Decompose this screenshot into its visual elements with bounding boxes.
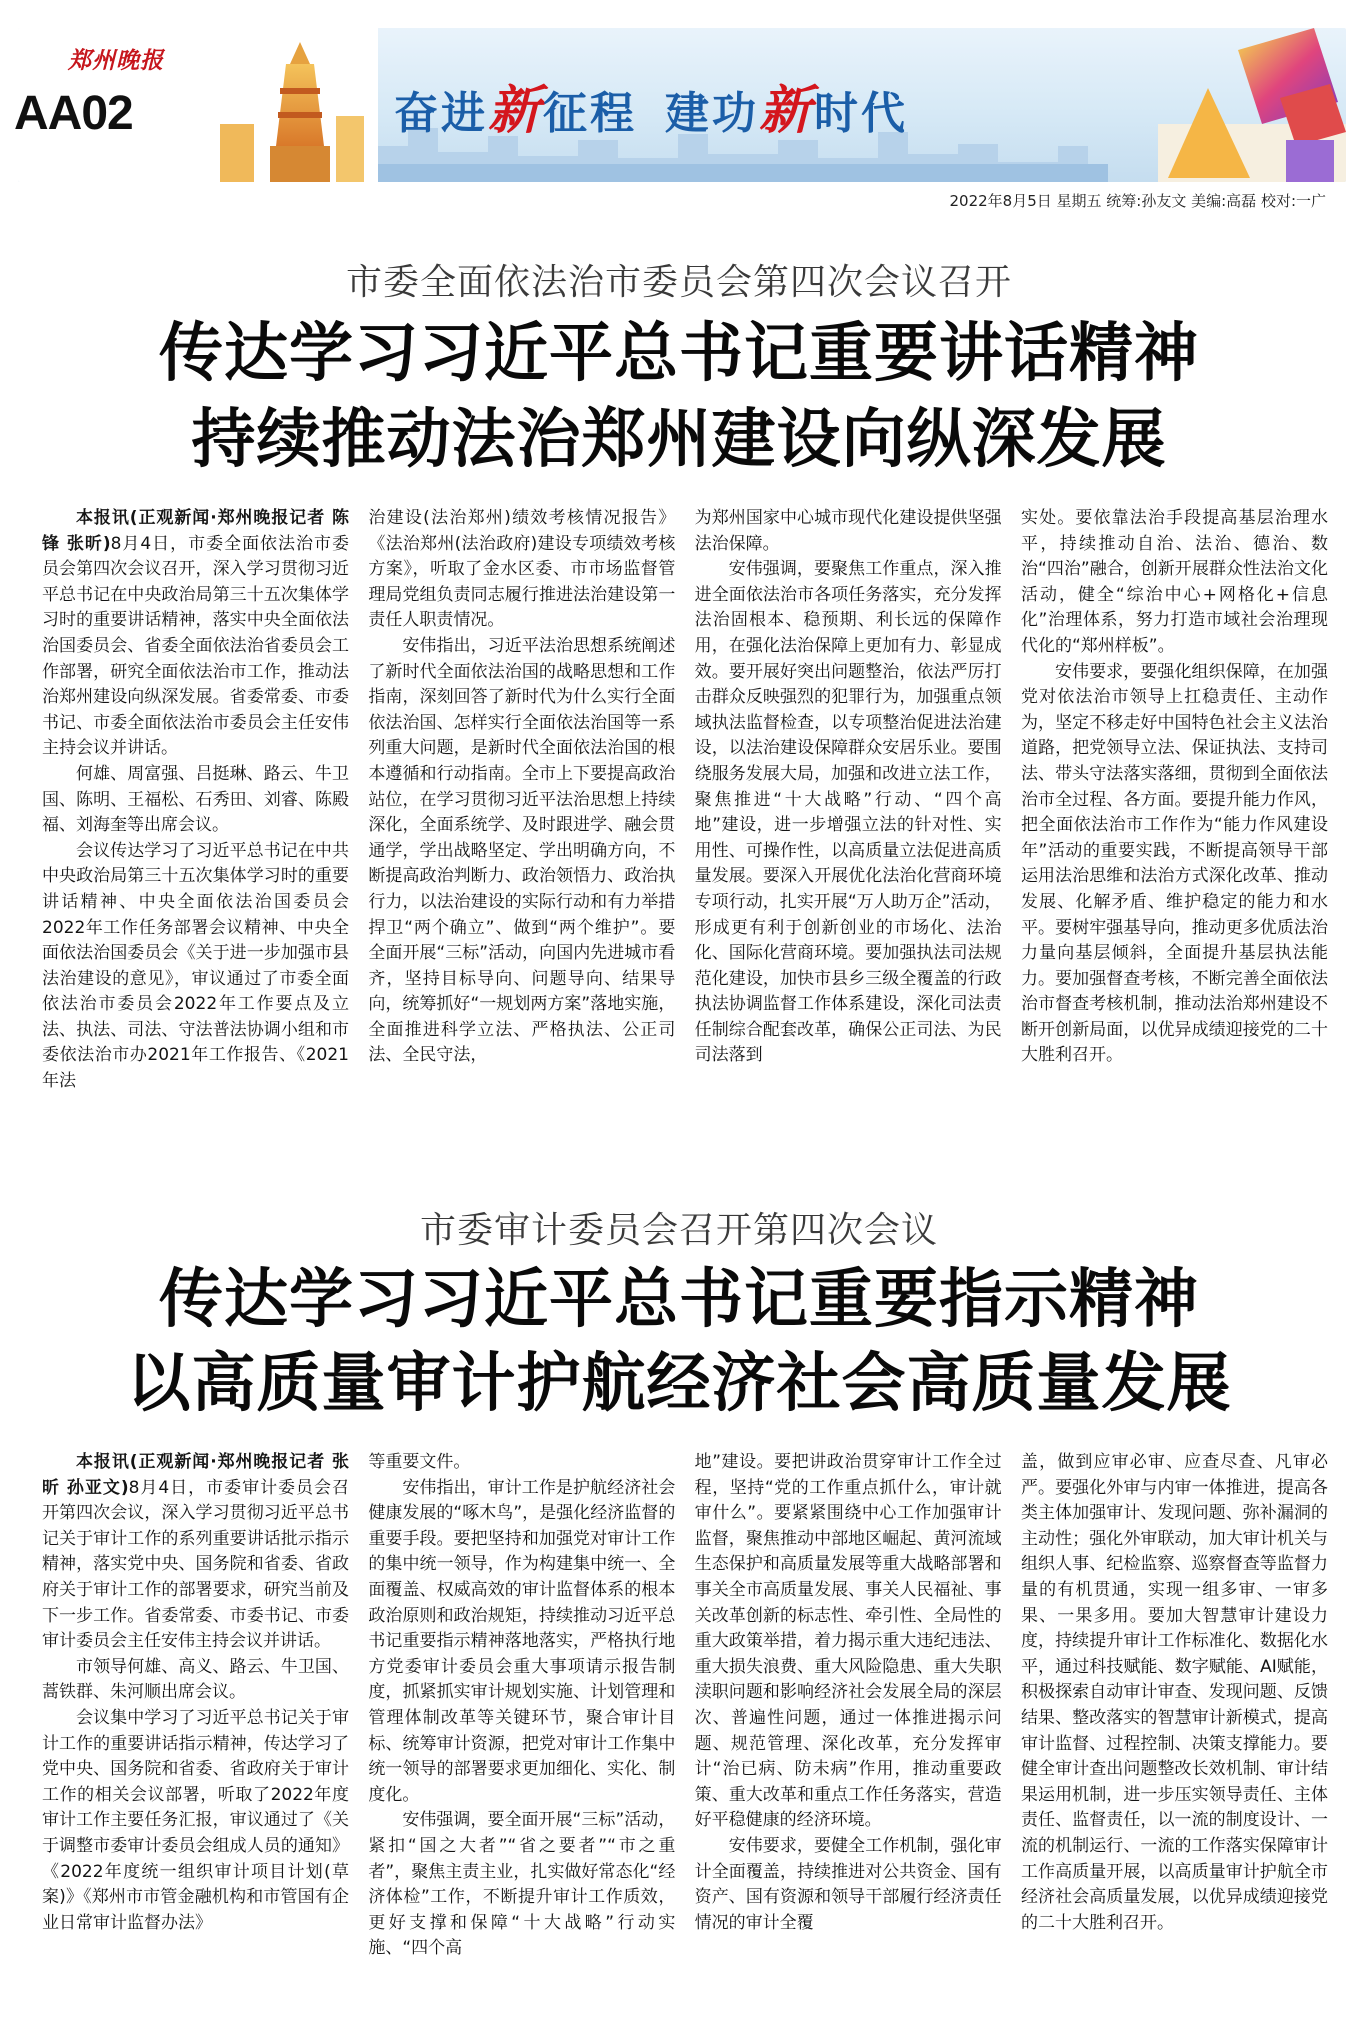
- slogan-part1-a: 奋进: [394, 88, 488, 139]
- paragraph-text: 为郑州国家中心城市现代化建设提供坚强法治保障。: [694, 508, 1002, 554]
- slogan-part2-b: 时代: [814, 88, 909, 139]
- article-paragraph: [695, 1450, 1002, 1834]
- article-2-column-2: [368, 1450, 675, 2030]
- masthead: [12, 10, 1346, 210]
- slogan-part1-highlight: 新: [488, 80, 544, 141]
- newspaper-brand-logo: 郑州晚报: [68, 47, 164, 74]
- byline: 本报讯(正观新闻·郑州晚报记者 张昕 孙亚文): [42, 1452, 349, 1498]
- paragraph-text: 安伟要求，要健全工作机制，强化审计全面覆盖，持续推进对公共资金、国有资产、国有资源和领导干部履行经济责任情况的审计全覆: [694, 1835, 1002, 1933]
- paragraph-text: 会议传达学习了习近平总书记在中共中央政治局第三十五次集体学习时的重要讲话精神、中央全面依法治国委员会2022年工作任务部署会议精神、中央全面依法治国委员会《关于进一步加强市县法治建设的意见》，审议通过了市委全面依法治市委员会2022年工作要点及立法、执法、司法、守法普法协调小组和市委依法治市办2021年工作报告、《2021年法: [42, 840, 349, 1092]
- paragraph-text: 治建设(法治郑州)绩效考核情况报告》《法治郑州(法治政府)建设专项绩效考核方案》，听取了金水区委、市市场监督管理局党组负责同志履行推进法治建设第一责任人职责情况。: [368, 508, 676, 631]
- slogan-part1-b: 征程: [543, 88, 638, 139]
- article-paragraph: [42, 1706, 349, 1936]
- paragraph-text: 地”建设。要把讲政治贯穿审计工作全过程，坚持“党的工作重点抓什么，审计就审什么”。要紧紧围绕中心工作加强审计监督，聚焦推动中部地区崛起、黄河流域生态保护和高质量发展等重大战略部署和事关全市高质量发展、事关人民福祉、事关改革创新的标志性、牵引性、全局性的重大政策举措，着力揭示重大违纪违法、重大损失浪费、重大风险隐患、重大失职渎职问题和影响经济社会发展全局的深层次、普遍性问题，通过一体推进揭示问题、规范管理、深化改革，充分发挥审计“治已病、防未病”作用，推动重要政策、重大改革和重点工作任务落实，营造好平稳健康的经济环境。: [694, 1452, 1002, 1831]
- slogan-part2-highlight: 新: [759, 80, 815, 141]
- article-paragraph: [368, 506, 675, 634]
- paragraph-text: 等重要文件。: [368, 1452, 471, 1472]
- article-paragraph: [1021, 1450, 1328, 1936]
- article-1-headline-line-1: 传达学习习近平总书记重要讲话精神: [159, 317, 1199, 391]
- article-paragraph: [695, 506, 1002, 557]
- banner-slogan: [394, 68, 908, 143]
- paragraph-text: 市领导何雄、高义、路云、牛卫国、蒿铁群、朱河顺出席会议。: [42, 1656, 349, 1703]
- article-2-column-3: [695, 1450, 1002, 2030]
- article-paragraph: [1021, 506, 1328, 660]
- article-paragraph: [368, 634, 675, 1069]
- article-paragraph: [42, 1655, 349, 1706]
- article-paragraph: [42, 1450, 349, 1655]
- masthead-banner: [18, 28, 1346, 182]
- paragraph-text: 安伟强调，要聚焦工作重点，深入推进全面依法治市各项任务落实，充分发挥法治固根本、稳预期、利长远的保障作用，在强化法治保障上更加有力、彰显成效。要开展好突出问题整治，依法严厉打击群众反映强烈的犯罪行为，加强重点领域执法监督检查，以专项整治促进法治建设，以法治建设保障群众安居乐业。要围绕服务发展大局，加强和改进立法工作，聚焦推进“十大战略”行动、“四个高地”建设，进一步增强立法的针对性、实用性、可操作性，以高质量立法促进高质量发展。要深入开展优化法治化营商环境专项行动，扎实开展“万人助万企”活动，形成更有利于创新创业的市场化、法治化、国际化营商环境。要加强执法司法规范化建设，加快市县乡三级全覆盖的行政执法协调监督工作体系建设，深化司法责任制综合配套改革，确保公正司法、为民司法落到: [694, 559, 1002, 1066]
- paragraph-text: 实处。要依靠法治手段提高基层治理水平，持续推动自治、法治、德治、数治“四治”融合，创新开展群众性法治文化活动，健全“综治中心+网格化+信息化”治理体系，努力打造市域社会治理现代化的“郑州样板”。: [1020, 508, 1328, 656]
- paragraph-text: 安伟指出，习近平法治思想系统阐述了新时代全面依法治国的战略思想和工作指南，深刻回答了新时代为什么实行全面依法治国、怎样实行全面依法治国等一系列重大问题，是新时代全面依法治国的根本遵循和行动指南。全市上下要提高政治站位，在学习贯彻习近平法治思想上持续深化，全面系统学、及时跟进学、融会贯通学，学出战略坚定、学出明确方向，不断提高政治判断力、政治领悟力、政治执行力，以法治建设的实际行动和有力举措捍卫“两个确立”、做到“两个维护”。要全面开展“三标”活动，向国内先进城市看齐，坚持目标导向、问题导向、结果导向，统筹抓好“一规划两方案”落地实施，全面推进科学立法、严格执法、公正司法、全民守法，: [368, 635, 676, 1066]
- article-2-columns: [42, 1450, 1328, 2030]
- article-1-column-3: [695, 506, 1002, 1146]
- paragraph-text: 8月4日，市委审计委员会召开第四次会议，深入学习贯彻习近平总书记关于审计工作的系列重要讲话批示指示精神，落实党中央、国务院和省委、省政府关于审计工作的部署要求，研究当前及下一步工作。省委常委、市委书记、市委审计委员会主任安伟主持会议并讲话。: [42, 1477, 349, 1652]
- article-1-column-4: [1021, 506, 1328, 1146]
- article-paragraph: [368, 1476, 675, 1809]
- paragraph-text: 安伟强调，要全面开展“三标”活动，紧扣“国之大者”“省之要者”“市之重者”，聚焦主责主业，扎实做好常态化“经济体检”工作，不断提升审计工作质效，更好支撑和保障“十大战略”行动实施、“四个高: [368, 1810, 676, 1959]
- article-paragraph: [368, 1808, 675, 1962]
- article-2-column-4: [1021, 1450, 1328, 2030]
- article-paragraph: [42, 839, 349, 1095]
- article-1-kicker: 市委全面依法治市委员会第四次会议召开: [345, 262, 1012, 303]
- article-paragraph: [1021, 660, 1328, 1070]
- article-2-kicker: 市委审计委员会召开第四次会议: [419, 1210, 938, 1251]
- article-2-headline-line-2: 以高质量审计护航经济社会高质量发展: [126, 1347, 1232, 1421]
- article-paragraph: [42, 762, 349, 839]
- article-2-column-1: [42, 1450, 349, 2030]
- article-paragraph: [695, 1834, 1002, 1936]
- paragraph-text: 安伟指出，审计工作是护航经济社会健康发展的“啄木鸟”，是强化经济监督的重要手段。要把坚持和加强党对审计工作的集中统一领导，作为构建集中统一、全面覆盖、权威高效的审计监督体系的根本政治原则和政治规矩，持续推动习近平总书记重要指示精神落地落实，严格执行地方党委审计委员会重大事项请示报告制度，抓紧抓实审计规划实施、计划管理和管理体制改革等关键环节，聚合审计目标、统筹审计资源，把党对审计工作集中统一领导的部署要求更加细化、实化、制度化。: [368, 1477, 676, 1805]
- article-paragraph: [695, 557, 1002, 1069]
- page-number: AA02: [14, 87, 133, 140]
- paragraph-text: 何雄、周富强、吕挺琳、路云、牛卫国、陈明、王福松、石秀田、刘睿、陈殿福、刘海奎等出席会议。: [42, 763, 349, 836]
- article-1-column-2: [368, 506, 675, 1146]
- byline: 本报讯(正观新闻·郑州晚报记者 陈锋 张昕): [42, 508, 349, 554]
- paragraph-text: 盖，做到应审必审、应查尽查、凡审必严。要强化外审与内审一体推进，提高各类主体加强审计、发现问题、弥补漏洞的主动性；强化外审联动，加大审计机关与组织人事、纪检监察、巡察督查等监督力量的有机贯通，实现一组多审、一审多果、一果多用。要加大智慧审计建设力度，持续提升审计工作标准化、数据化水平，通过科技赋能、数字赋能、AI赋能，积极探索自动审计审查、发现问题、反馈结果、整改落实的智慧审计新模式，提高审计监督、过程控制、决策支撑能力。要健全审计查出问题整改长效机制、审计结果运用机制，进一步压实领导责任、主体责任、监督责任，以一流的制度设计、一流的机制运行、一流的工作落实保障审计工作高质量开展，以高质量审计护航全市经济社会高质量发展，以优异成绩迎接党的二十大胜利召开。: [1020, 1452, 1328, 1933]
- date-and-credits: 2022年8月5日 星期五 统筹:孙友文 美编:高磊 校对:一广: [949, 192, 1326, 210]
- paragraph-text: 安伟要求，要强化组织保障，在加强党对依法治市领导上扛稳责任、主动作为，坚定不移走好中国特色社会主义法治道路，把党领导立法、保证执法、支持司法、带头守法落实落细，贯彻到全面依法治市全过程、各方面。要提升能力作风，把全面依法治市工作作为“能力作风建设年”活动的重要实践，不断提高领导干部运用法治思维和法治方式深化改革、推动发展、化解矛盾、维护稳定的能力和水平。要树牢强基导向，推动更多优质法治力量向基层倾斜，全面提升基层执法能力。要加强督查考核，不断完善全面依法治市督查考核机制，推动法治郑州建设不断开创新局面，以优异成绩迎接党的二十大胜利召开。: [1020, 661, 1328, 1066]
- article-2-headline-line-1: 传达学习习近平总书记重要指示精神: [159, 1263, 1199, 1337]
- paragraph-text: 8月4日，市委全面依法治市委员会第四次会议召开，深入学习贯彻习近平总书记在中央政治局第三十五次集体学习时的重要讲话精神，落实中央全面依法治国委员会、省委全面依法治省委员会工作部署，研究全面依法治市工作，推动法治郑州建设向纵深发展。省委常委、市委书记、市委全面依法治市委员会主任安伟主持会议并讲话。: [42, 533, 349, 759]
- article-paragraph: [368, 1450, 675, 1476]
- article-1-columns: [42, 506, 1328, 1146]
- paragraph-text: 会议集中学习了习近平总书记关于审计工作的重要讲话指示精神，传达学习了党中央、国务院和省委、省政府关于审计工作的相关会议部署，听取了2022年度审计工作主要任务汇报，审议通过了《关于调整市委审计委员会组成人员的通知》《2022年度统一组织审计项目计划(草案)》《郑州市市管金融机构和市管国有企业日常审计监督办法》: [42, 1707, 349, 1933]
- article-paragraph: [42, 506, 349, 762]
- slogan-part2-a: 建功: [665, 88, 760, 139]
- article-1-headline-line-2: 持续推动法治郑州建设向纵深发展: [191, 403, 1167, 477]
- article-1-column-1: [42, 506, 349, 1146]
